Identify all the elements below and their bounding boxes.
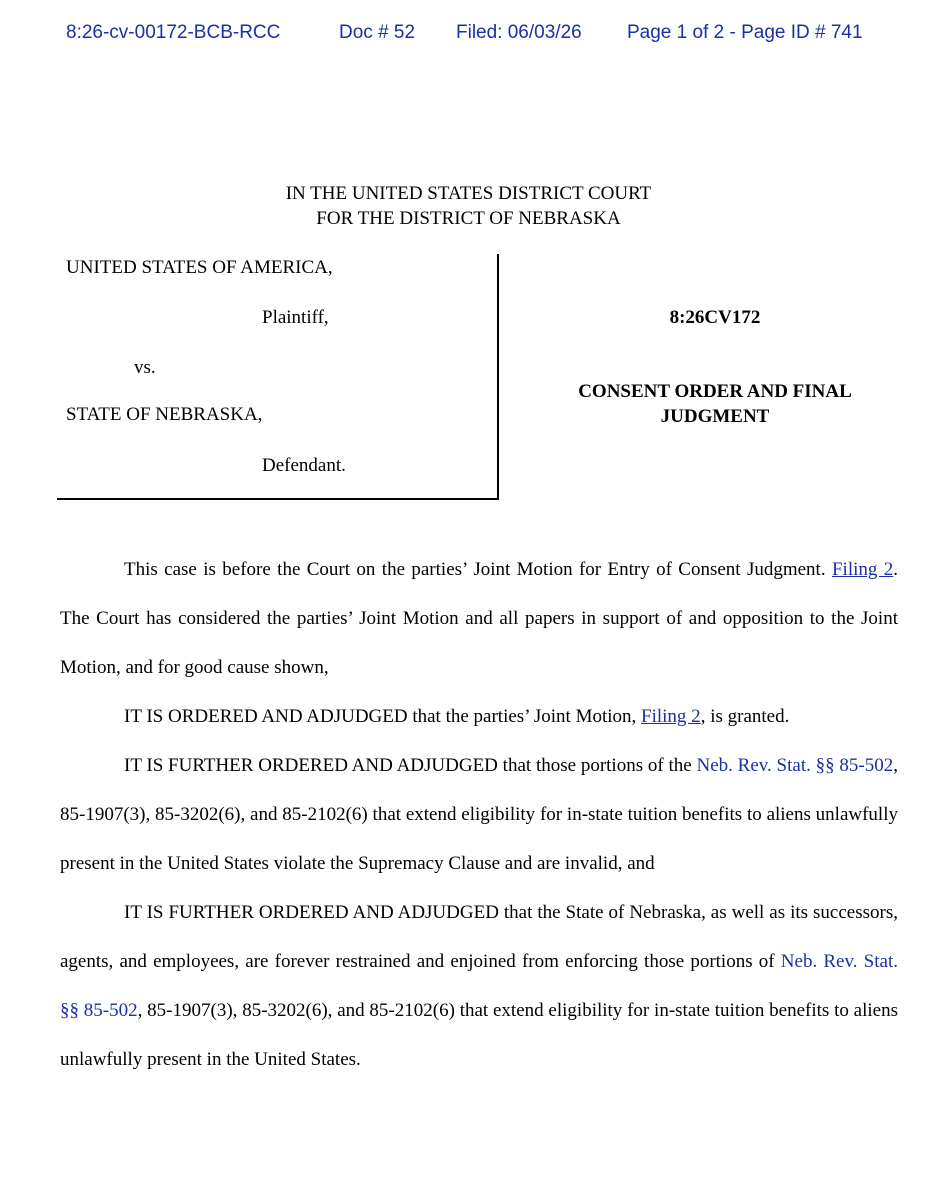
paragraph-text: , 85-1907(3), 85-3202(6), and 85-2102(6) that extend eligibility for in-state tuition benefits to aliens unlawfully present in the United States. <box>60 1000 898 1070</box>
court-district-line: FOR THE DISTRICT OF NEBRASKA <box>316 208 621 229</box>
plaintiff-role: Plaintiff, <box>262 307 329 328</box>
paragraph-injunction <box>60 888 898 1084</box>
header-case-number: 8:26-cv-00172-BCB-RCC <box>66 22 281 43</box>
statute-link[interactable]: Neb. Rev. Stat. §§ 85-502 <box>60 951 898 1021</box>
defendant-name: STATE OF NEBRASKA, <box>66 404 263 425</box>
case-number: 8:26CV172 <box>669 307 761 328</box>
court-name-line: IN THE UNITED STATES DISTRICT COURT <box>285 183 652 204</box>
versus-label: vs. <box>134 357 156 378</box>
ecf-header <box>0 18 937 50</box>
court-heading <box>0 181 937 231</box>
order-body <box>60 545 898 1084</box>
caption-horizontal-rule <box>57 498 499 500</box>
caption-vertical-rule <box>497 254 499 500</box>
paragraph-text: IT IS FURTHER ORDERED AND ADJUDGED that those portions of the <box>124 755 697 776</box>
document-title-line2: JUDGMENT <box>660 406 770 427</box>
paragraph-text: IT IS FURTHER ORDERED AND ADJUDGED that the State of Nebraska, as well as its successors, agents, and employees, are forever restrained and enjoined from enforcing those portions of <box>60 902 898 972</box>
paragraph-text: IT IS ORDERED AND ADJUDGED that the parties’ Joint Motion, <box>124 706 642 727</box>
paragraph-text: , is granted. <box>700 706 790 727</box>
header-doc-number: Doc # 52 <box>339 22 416 43</box>
plaintiff-name: UNITED STATES OF AMERICA, <box>66 257 333 278</box>
defendant-role: Defendant. <box>262 455 346 476</box>
paragraph-invalidity <box>60 741 898 888</box>
paragraph-text: . The Court has considered the parties’ Joint Motion and all papers in support of and opposition to the Joint Motion, and for good cause shown, <box>60 559 899 678</box>
header-page-id: Page 1 of 2 - Page ID # 741 <box>627 22 863 43</box>
paragraph-intro <box>60 545 898 692</box>
statute-link[interactable]: Neb. Rev. Stat. §§ 85-502 <box>696 755 894 776</box>
filing-2-link[interactable]: Filing 2 <box>831 559 894 580</box>
paragraph-order-granted <box>60 692 898 741</box>
filing-2-link[interactable]: Filing 2 <box>641 706 701 727</box>
paragraph-text: , 85-1907(3), 85-3202(6), and 85-2102(6) that extend eligibility for in-state tuition benefits to aliens unlawfully present in the United States violate the Supremacy Clause and are invalid, and <box>60 755 898 874</box>
document-title <box>540 379 890 429</box>
paragraph-text: This case is before the Court on the parties’ Joint Motion for Entry of Consent Judgment. <box>124 559 826 580</box>
document-title-line1: CONSENT ORDER AND FINAL <box>578 381 852 402</box>
header-filed-date: Filed: 06/03/26 <box>456 22 582 43</box>
